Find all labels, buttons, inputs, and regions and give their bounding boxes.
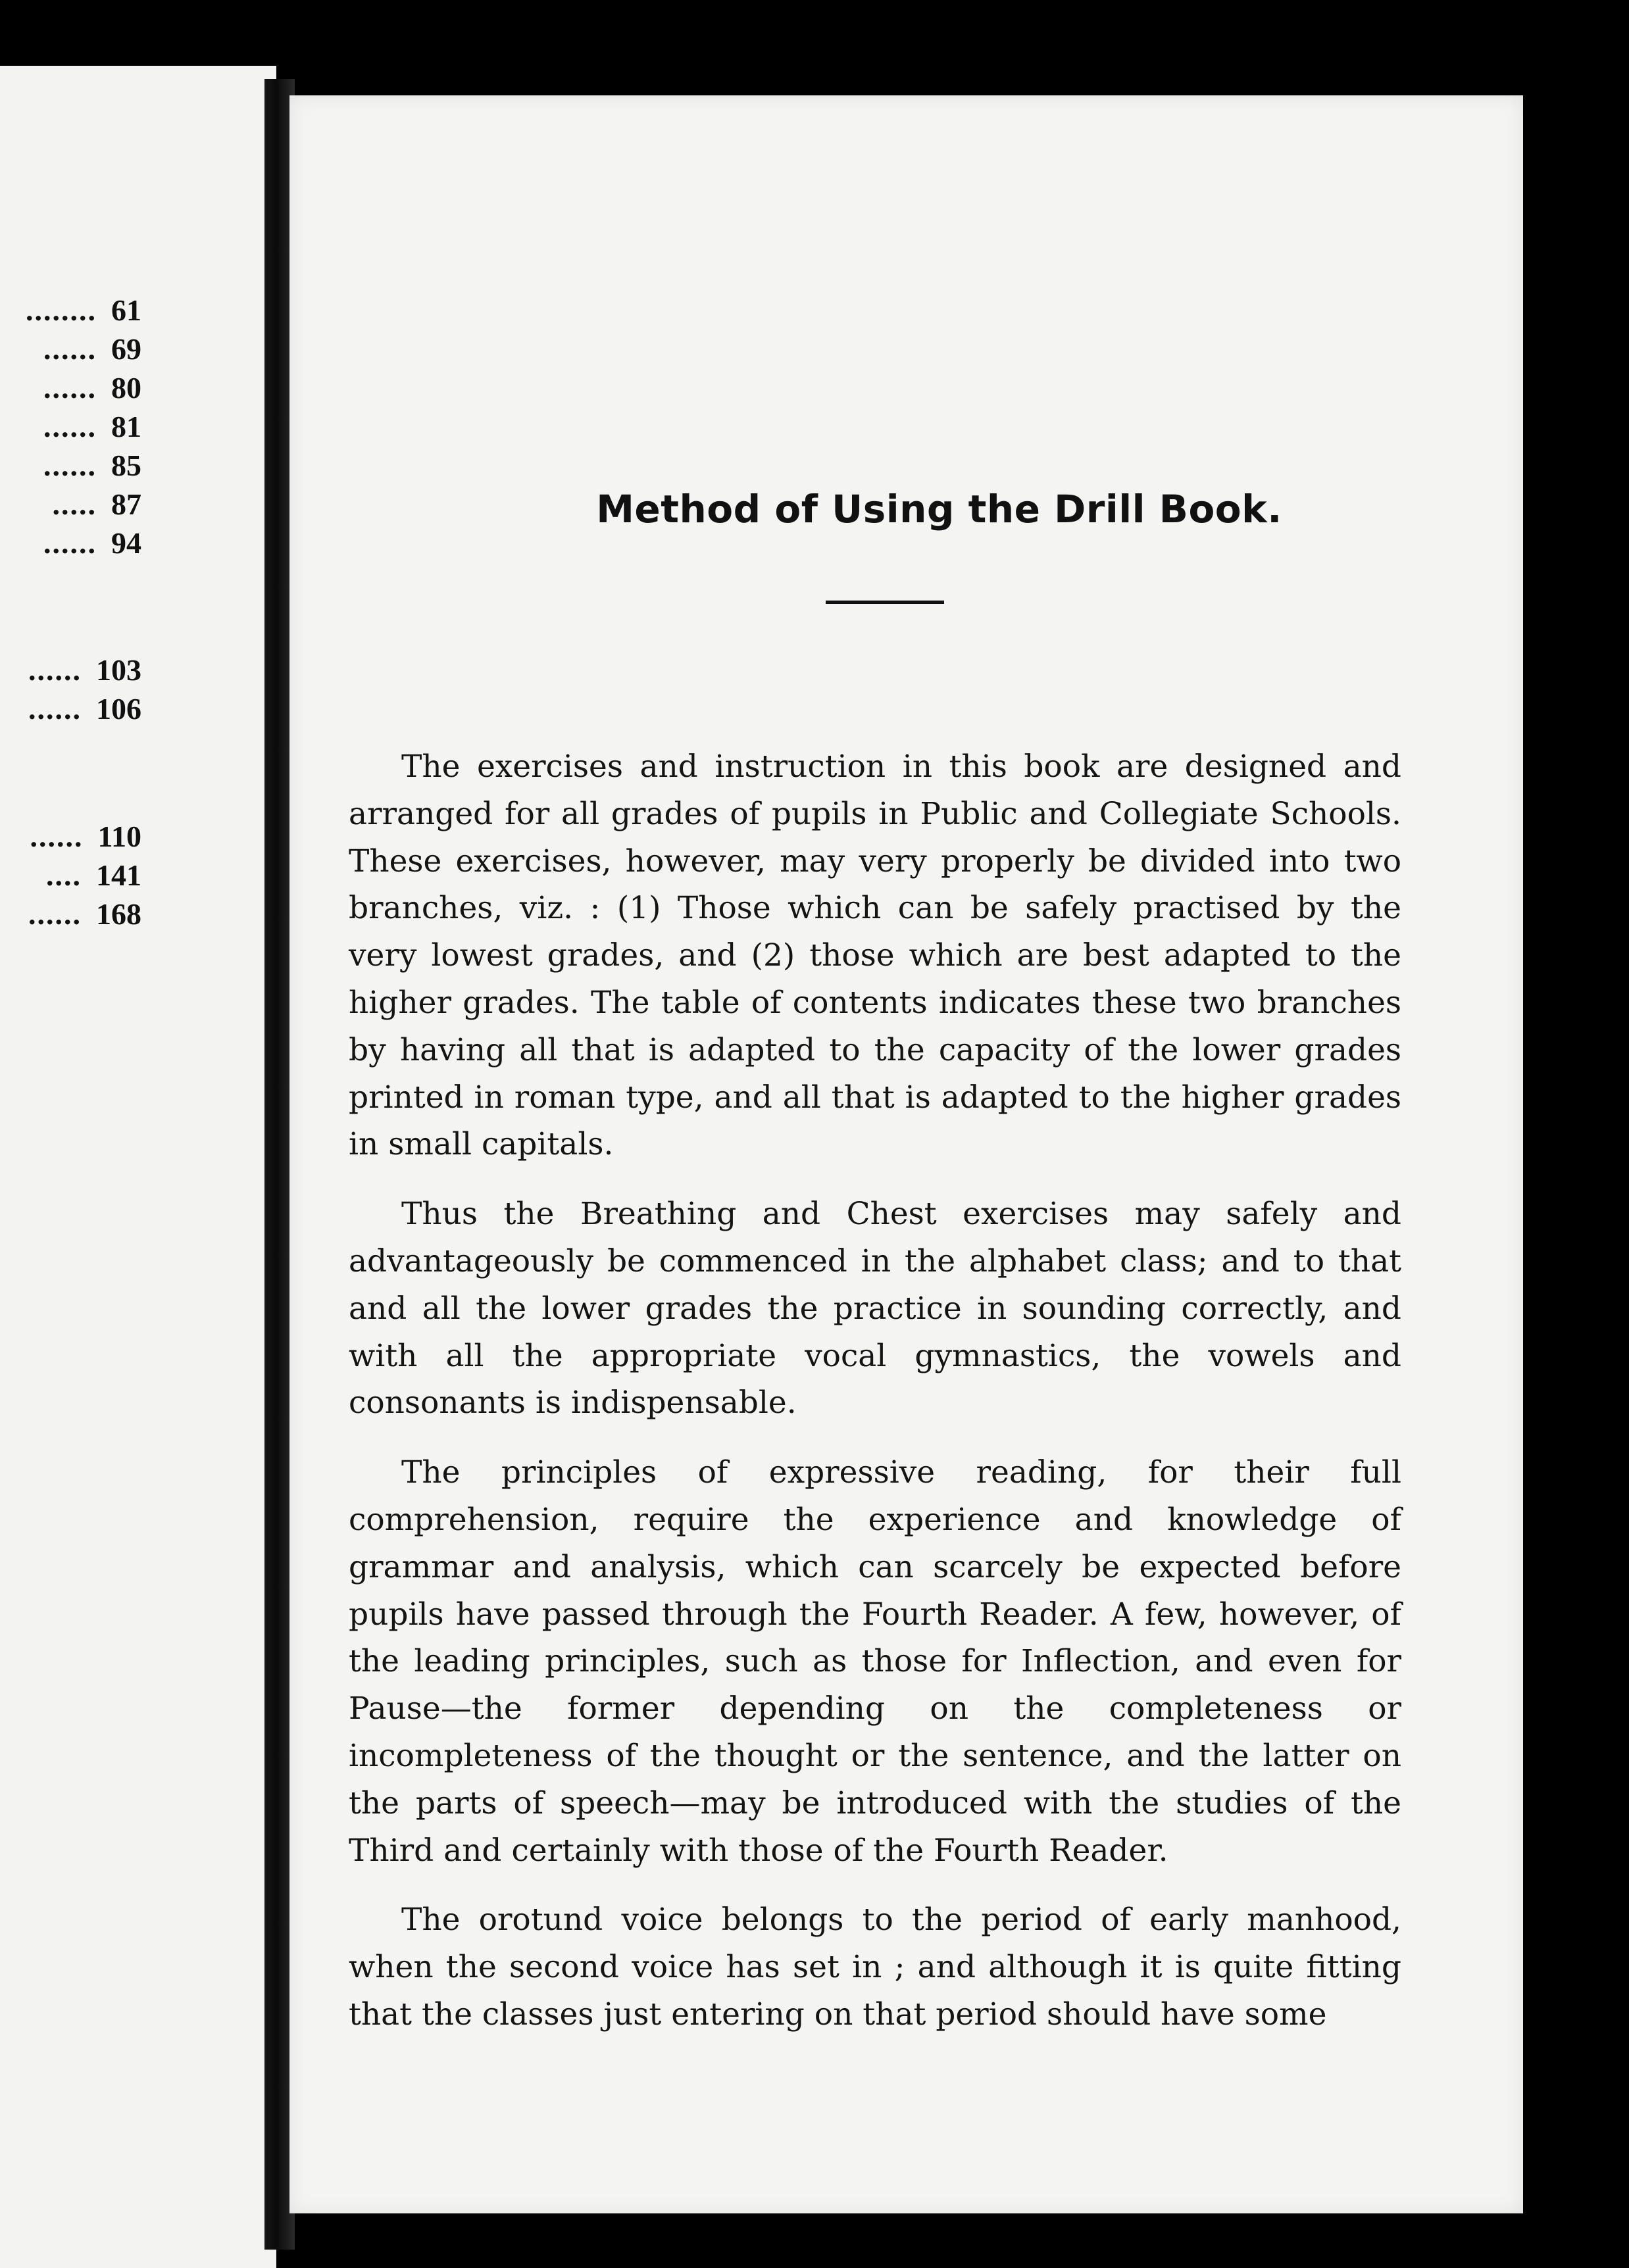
toc-leader: ...... <box>43 449 97 482</box>
toc-page-number: 85 <box>111 449 141 482</box>
right-page <box>289 95 1523 2213</box>
toc-leader: ...... <box>28 653 82 687</box>
toc-page-number: 61 <box>111 293 141 327</box>
toc-entry <box>53 487 142 522</box>
left-page-fragment <box>0 66 276 2268</box>
toc-page-number: 103 <box>96 653 141 687</box>
title-rule <box>826 601 944 604</box>
body-text <box>349 743 1401 2061</box>
toc-entry <box>26 293 141 328</box>
toc-leader: ..... <box>52 487 97 521</box>
toc-page-number: 168 <box>96 897 141 931</box>
toc-leader: ...... <box>30 820 84 853</box>
toc-entry <box>43 526 141 560</box>
paragraph: The exercises and instruction in this book are designed and arranged for all grades of pupils in Public and Collegiate Schools. These exercises, however, may very properly be divided into two branches, viz. : (1) Those which can be safely practised by the very lowest grades, and (2) those which are best adapted to the higher grades. The table of contents indicates these two branches by having all that is adapted to the capacity of the lower grades printed in roman type, and all that is adapted to the higher grades in small capitals. <box>349 749 1401 1163</box>
toc-entry <box>28 691 141 726</box>
page-title: Method of Using the Drill Book. <box>596 487 1282 531</box>
toc-page-number: 110 <box>97 820 141 853</box>
toc-entry <box>43 370 141 405</box>
toc-leader: ...... <box>28 692 82 726</box>
toc-leader: ...... <box>43 526 97 560</box>
toc-leader: ...... <box>28 897 82 931</box>
toc-page-number: 141 <box>96 858 141 892</box>
toc-leader: ...... <box>43 332 97 366</box>
toc-leader: ...... <box>43 410 97 443</box>
paragraph: The orotund voice belongs to the period of early manhood, when the second voice has set in ; and although it is quite fitting that the classes just entering on that period should have some <box>349 1902 1401 2033</box>
toc-page-number: 106 <box>96 692 141 726</box>
toc-entry <box>30 819 141 854</box>
toc-page-number: 81 <box>111 410 141 443</box>
toc-leader: .... <box>46 858 82 892</box>
toc-page-number: 69 <box>111 332 141 366</box>
toc-entry <box>43 409 141 444</box>
toc-page-number: 87 <box>111 487 141 521</box>
toc-entry <box>46 858 141 893</box>
toc-entry <box>43 332 141 366</box>
paragraph: Thus the Breathing and Chest exercises may safely and advantageously be commenced in the alphabet class; and to that and all the lower grades the practice in sounding correctly, and with all the appropriate vocal gymnastics, the vowels and consonants is indispensable. <box>349 1196 1401 1421</box>
toc-entry <box>28 897 141 931</box>
toc-page-number: 80 <box>111 371 141 405</box>
toc-entry <box>43 448 141 483</box>
toc-page-number: 94 <box>111 526 141 560</box>
paragraph: The principles of expressive reading, for their full comprehension, require the experience and knowledge of grammar and analysis, which can scarcely be expected before pupils have passed through the Fourth Reader. A few, however, of the leading principles, such as those for Inflection, and even for Pause—the former depending on the completeness or incompleteness of the thought or the sentence, and the latter on the parts of speech—may be introduced with the studies of the Third and certainly with those of the Fourth Reader. <box>349 1454 1401 1869</box>
toc-leader: ........ <box>26 293 97 327</box>
toc-entry <box>28 653 141 687</box>
toc-leader: ...... <box>43 371 97 405</box>
